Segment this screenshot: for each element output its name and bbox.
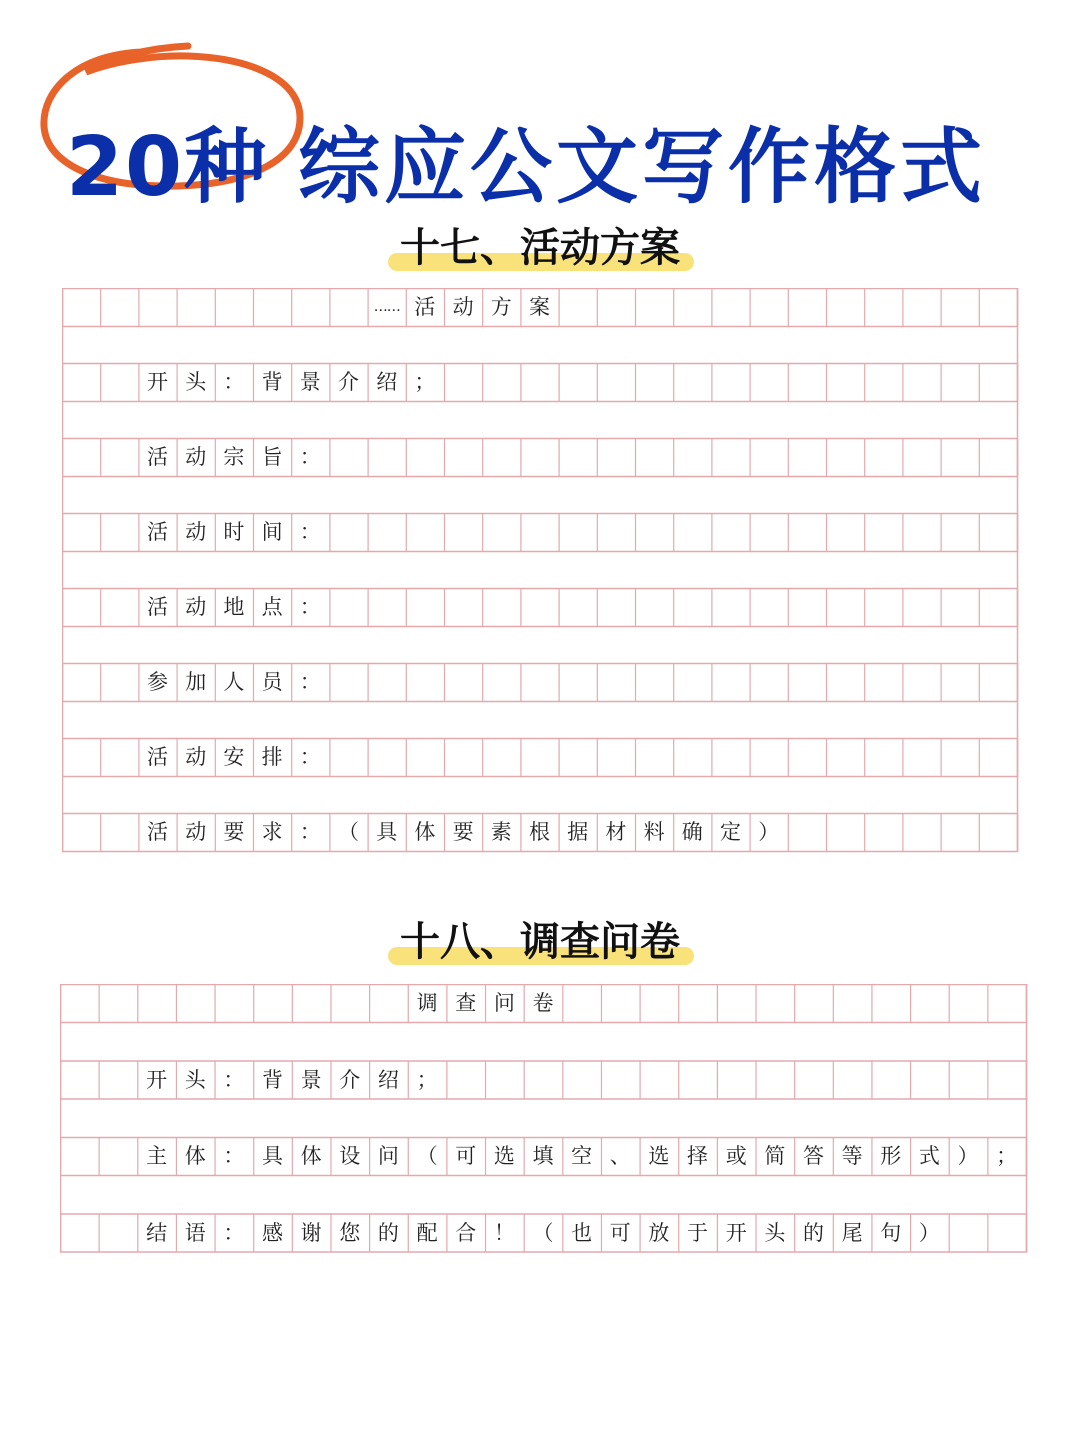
grid-char: 加 [185, 670, 207, 694]
grid-char: 头 [764, 1220, 786, 1245]
grid-char: 素 [490, 820, 512, 844]
grid-char: 配 [416, 1220, 438, 1245]
grid-char: 材 [605, 820, 627, 844]
grid-char: ； [414, 370, 436, 394]
grid-char: 动 [185, 595, 207, 619]
grid-char: ； [416, 1067, 438, 1092]
grid-char: 选 [648, 1144, 670, 1168]
grid-char: 时 [223, 520, 245, 544]
grid-char: 具 [262, 1144, 283, 1168]
grid-char: 动 [452, 295, 474, 319]
section-heading-label: 十七、活动方案 [392, 216, 688, 273]
grid-char: 主 [146, 1144, 168, 1168]
section-heading-survey [0, 910, 1080, 967]
grid-char: 求 [261, 820, 283, 844]
grid-char: ） [758, 820, 780, 844]
grid-char: 、 [609, 1144, 631, 1168]
grid-char: 活 [146, 520, 168, 544]
grid-text-row [60, 984, 1026, 1022]
grid-char: 感 [262, 1220, 283, 1245]
grid-char: 填 [532, 1144, 554, 1168]
grid-char: 点 [261, 595, 283, 619]
writing-grid-activity-plan [62, 288, 1017, 858]
grid-char: 合 [455, 1220, 477, 1245]
page-title [0, 40, 1080, 215]
section-heading-activity-plan [0, 216, 1080, 273]
grid-char: 背 [261, 370, 283, 394]
grid-char: 旨 [261, 445, 283, 469]
grid-text-row [62, 363, 1017, 401]
grid-char: （ [416, 1144, 438, 1168]
grid-char: 介 [339, 1067, 361, 1092]
grid-char: 排 [261, 745, 283, 769]
grid-char: ： [299, 670, 321, 694]
grid-char: 简 [764, 1144, 786, 1168]
grid-char: ： [223, 1067, 245, 1092]
grid-char: 据 [567, 820, 589, 844]
grid-char: 体 [414, 820, 436, 844]
grid-char: 方 [490, 295, 512, 319]
grid-text-row [62, 288, 1017, 326]
grid-char: 答 [802, 1144, 824, 1168]
grid-char: 的 [377, 1220, 399, 1245]
grid-char: 背 [262, 1067, 283, 1092]
title-text: 综应公文写作格式 [298, 120, 987, 215]
grid-char: ！ [493, 1220, 515, 1245]
grid-char: 于 [687, 1220, 709, 1245]
grid-char: 调 [416, 991, 438, 1015]
grid-char: 式 [918, 1144, 940, 1168]
grid-char: 动 [185, 520, 207, 544]
grid-char: 可 [455, 1144, 477, 1168]
grid-char: 绍 [376, 370, 398, 394]
grid-char: 问 [493, 991, 515, 1015]
grid-char: 地 [223, 595, 245, 619]
grid-char: …… [373, 299, 400, 315]
grid-char: （ [337, 820, 359, 844]
grid-text-row [62, 438, 1017, 476]
grid-char: ： [299, 520, 321, 544]
grid-char: 头 [185, 370, 207, 394]
grid-char: 放 [648, 1220, 670, 1245]
grid-char: 活 [414, 295, 436, 319]
grid-text-row [62, 663, 1017, 701]
grid-char: 句 [880, 1220, 902, 1245]
grid-char: 或 [725, 1144, 747, 1168]
grid-char: 间 [261, 520, 283, 544]
grid-char: 绍 [377, 1067, 399, 1092]
grid-char: ： [223, 1220, 245, 1245]
grid-char: 可 [609, 1220, 631, 1245]
grid-char: 开 [146, 370, 168, 394]
grid-char: 开 [146, 1067, 168, 1092]
grid-text-row [62, 738, 1017, 776]
grid-char: 的 [802, 1220, 824, 1245]
grid-char: 选 [493, 1144, 515, 1168]
grid-char: 结 [146, 1220, 168, 1245]
grid-text-row [62, 813, 1017, 851]
grid-char: ： [299, 595, 321, 619]
grid-char: 活 [146, 445, 168, 469]
grid-char: 开 [725, 1220, 747, 1245]
grid-char: 头 [184, 1067, 206, 1092]
grid-char: ： [299, 445, 321, 469]
grid-text-row [60, 1061, 1026, 1099]
grid-char: 等 [841, 1144, 863, 1168]
grid-char: 活 [146, 595, 168, 619]
grid-text-row [62, 513, 1017, 551]
grid-text-row [60, 1214, 1026, 1252]
grid-char: 景 [300, 1067, 322, 1092]
grid-char: 问 [377, 1144, 399, 1168]
grid-char: 安 [223, 745, 245, 769]
grid-char: （ [532, 1220, 554, 1245]
grid-char: 设 [339, 1144, 361, 1168]
grid-char: 动 [185, 445, 207, 469]
grid-char: ） [957, 1144, 979, 1168]
grid-char: ： [223, 370, 245, 394]
grid-char: 参 [146, 670, 168, 694]
grid-char: 体 [184, 1144, 206, 1168]
grid-char: 景 [299, 370, 321, 394]
grid-char: ： [299, 820, 321, 844]
grid-char: 体 [300, 1144, 322, 1168]
grid-char: 定 [719, 820, 741, 844]
grid-char: 员 [261, 670, 283, 694]
grid-char: 介 [337, 370, 359, 394]
grid-text-row [62, 588, 1017, 626]
title-number: 20种 [66, 120, 269, 215]
grid-char: 您 [339, 1220, 361, 1245]
grid-char: 活 [146, 745, 168, 769]
grid-char: 形 [880, 1144, 902, 1168]
grid-char: 活 [146, 820, 168, 844]
grid-char: 卷 [532, 991, 554, 1015]
grid-char: 也 [571, 1220, 593, 1245]
grid-char: 尾 [841, 1220, 863, 1245]
grid-char: 案 [528, 295, 550, 319]
grid-char: 动 [185, 820, 207, 844]
section-heading-label: 十八、调查问卷 [392, 910, 688, 967]
grid-char: ： [223, 1144, 245, 1168]
grid-char: 择 [687, 1144, 709, 1168]
grid-char: 查 [455, 991, 477, 1015]
grid-char: 宗 [223, 445, 245, 469]
grid-char: 根 [528, 820, 550, 844]
grid-char: ； [996, 1144, 1018, 1168]
grid-char: 谢 [300, 1220, 322, 1245]
grid-char: 要 [223, 820, 245, 844]
grid-char: 空 [571, 1144, 593, 1168]
grid-char: 要 [452, 820, 474, 844]
grid-char: 人 [223, 670, 245, 694]
writing-grid-survey [60, 984, 1026, 1260]
grid-char: 语 [184, 1220, 206, 1245]
grid-text-row [60, 1137, 1026, 1175]
grid-char: ： [299, 745, 321, 769]
grid-char: 确 [681, 820, 703, 844]
grid-char: 料 [643, 820, 665, 844]
grid-char: 具 [376, 820, 398, 844]
grid-char: 动 [185, 745, 207, 769]
grid-char: ） [918, 1220, 940, 1245]
